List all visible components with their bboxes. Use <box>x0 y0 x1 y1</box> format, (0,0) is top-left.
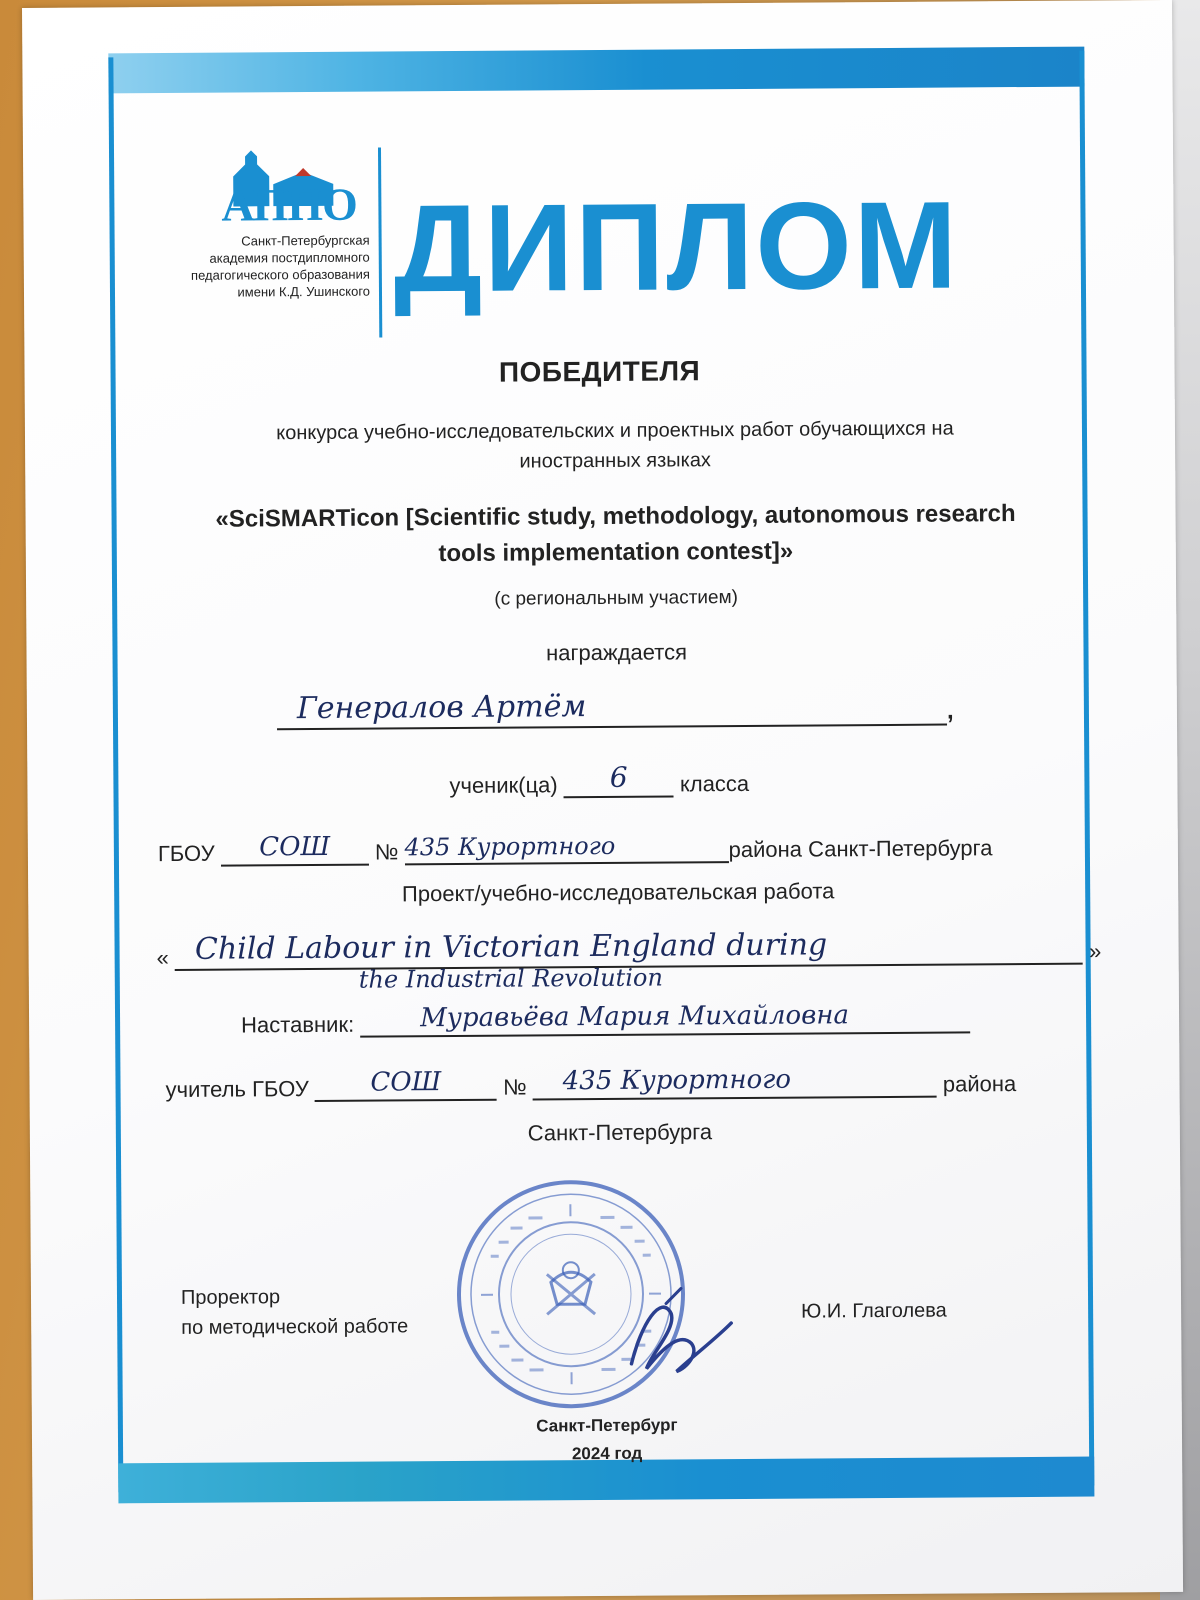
grade-line <box>564 760 674 798</box>
class-label: класса <box>679 770 750 797</box>
district-label: района Санкт-Петербурга <box>728 835 993 863</box>
mentor-name-line <box>360 997 970 1037</box>
school-number: 435 Курортного <box>404 831 616 862</box>
mentor-school-type-line <box>315 1065 497 1102</box>
logo-wordmark: АППО <box>221 178 357 231</box>
project-title-line2: the Industrial Revolution <box>358 963 663 994</box>
contest-description-line: конкурса учебно-исследовательских и проектных работ обучающихся на <box>276 417 954 445</box>
diploma-title: ДИПЛОМ <box>393 176 960 319</box>
signatory-position-line: Проректор <box>180 1286 281 1309</box>
issue-place-year <box>32 1408 1182 1472</box>
mentor-school-number-label: № <box>502 1074 527 1100</box>
student-label: ученик(ца) <box>449 772 558 799</box>
mentor-school-row <box>165 1061 1016 1103</box>
project-close-quote: » <box>1089 938 1102 964</box>
school-number-label: № <box>374 839 399 865</box>
grade-row <box>449 760 750 799</box>
mentor-teacher-label: учитель ГБОУ <box>165 1076 309 1103</box>
mentor-row <box>241 997 970 1038</box>
diploma-sheet <box>22 0 1183 1600</box>
student-name-row <box>277 684 954 731</box>
logo-caption-line: академия постдипломного <box>209 249 370 266</box>
school-type-line <box>221 830 369 867</box>
school-number-line <box>404 827 728 865</box>
contest-name-line: tools implementation contest]» <box>438 537 794 568</box>
contest-name-line: «SciSMARTicon [Scientific study, methodology, autonomous research <box>215 500 1016 533</box>
appo-logo <box>143 146 374 318</box>
school-type: СОШ <box>259 831 331 863</box>
project-label: Проект/учебно-исследовательская работа <box>401 878 835 907</box>
mentor-school-number: 435 Курортного <box>562 1064 792 1097</box>
mentor-name: Муравьёва Мария Михайловна <box>420 1000 850 1034</box>
logo-caption-line: Санкт-Петербургская <box>241 232 370 249</box>
project-open-quote: « <box>156 944 169 971</box>
contest-description-line: иностранных языках <box>519 449 711 473</box>
student-name: Генералов Артём <box>296 689 587 727</box>
mentor-school-type: СОШ <box>370 1067 442 1098</box>
mentor-city: Санкт-Петербурга <box>527 1119 713 1146</box>
signatory-position <box>181 1281 408 1343</box>
signature-icon <box>621 1283 742 1394</box>
mentor-school-number-line <box>533 1062 937 1101</box>
grade-value: 6 <box>609 760 628 794</box>
logo-caption-line: имени К.Д. Ушинского <box>237 283 371 300</box>
diploma-subtitle: ПОБЕДИТЕЛЯ <box>498 355 701 388</box>
awarded-label: награждается <box>545 639 688 666</box>
participation-note: (с региональным участием) <box>494 587 739 610</box>
project-title-line1: Child Labour in Victorian England during <box>194 927 828 967</box>
mentor-label: Наставник: <box>241 1011 355 1038</box>
signatory-name: Ю.И. Глаголева <box>801 1299 947 1323</box>
student-name-line <box>277 684 947 731</box>
issue-year: 2024 год <box>571 1443 643 1464</box>
school-label: ГБОУ <box>157 840 215 867</box>
mentor-district-label: района <box>942 1071 1017 1097</box>
contest-name <box>145 496 1085 575</box>
logo-caption-line: педагогического образования <box>190 266 370 283</box>
signatory-position-line: по методической работе <box>181 1315 409 1339</box>
logo-caption <box>144 232 370 302</box>
school-row <box>158 825 993 867</box>
student-name-comma: , <box>946 697 954 725</box>
issue-city: Санкт-Петербург <box>536 1415 678 1436</box>
contest-description <box>145 413 1085 480</box>
